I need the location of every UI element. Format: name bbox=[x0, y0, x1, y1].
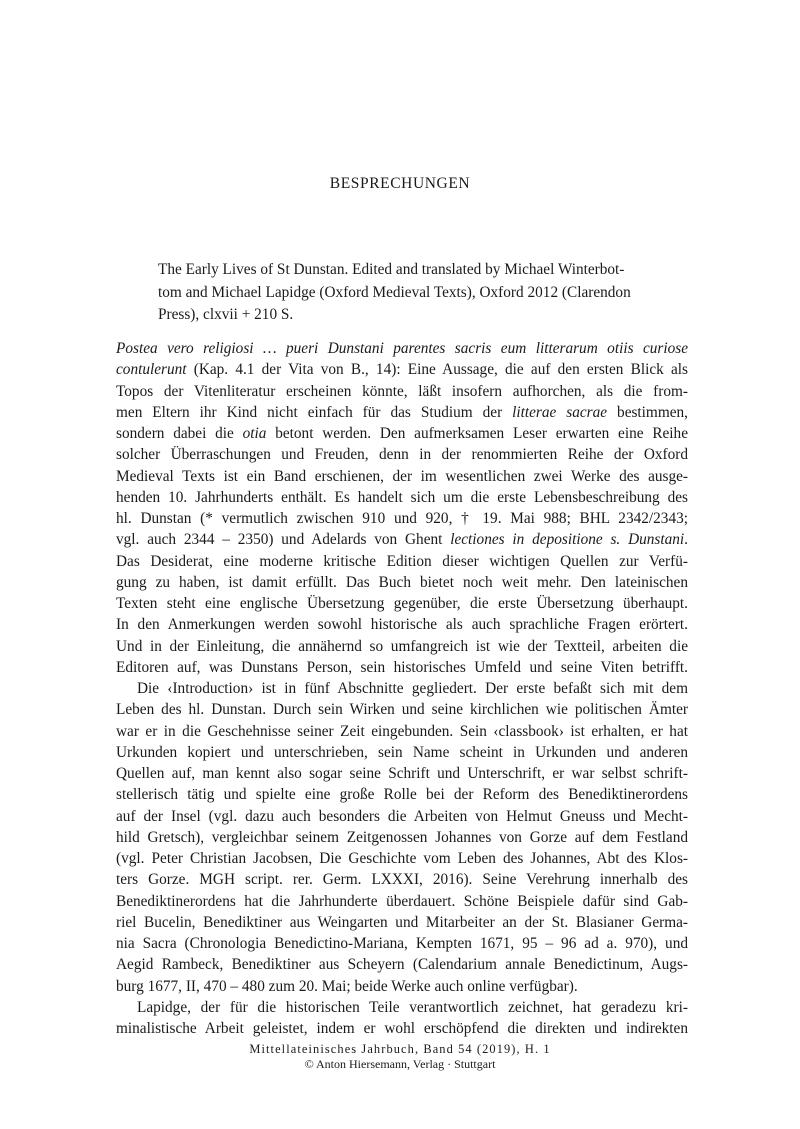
citation-line: Press), clxvii + 210 S. bbox=[158, 306, 294, 323]
body-line: Medieval Texts ist ein Band erschienen, der im wesentlichen zwei Werke des ausge- bbox=[116, 467, 688, 485]
body-line: nia Sacra (Chronologia Benedictino-Mariana, Kempten 1671, 95 – 96 ad a. 970), und bbox=[116, 935, 688, 952]
body-line: hl. Dunstan (* vermutlich zwischen 910 und 920, † 19. Mai 988; BHL 2342/2343; bbox=[116, 510, 688, 527]
citation-line: The Early Lives of St Dunstan. Edited and translated by Michael Winterbot- bbox=[158, 261, 625, 278]
body-line: In den Anmerkungen werden sowohl historische als auch sprachliche Fragen erörtert. bbox=[116, 616, 688, 634]
latin-term: otia bbox=[242, 425, 267, 442]
publisher-line: © Anton Hiersemann, Verlag · Stuttgart bbox=[304, 1057, 496, 1071]
body-line: Lapidge, der für die historischen Teile verantwortlich zeichnet, hat geradezu kri- bbox=[137, 998, 688, 1016]
body-line: Editoren auf, was Dunstans Person, sein historisches Umfeld und seine Viten betrifft. bbox=[116, 658, 688, 676]
body-line: Topos der Vitenliteratur erscheinen könnte, läßt insofern aufhorchen, als die from- bbox=[116, 382, 688, 400]
body-line: men Eltern ihr Kind nicht einfach für das Studium der litterae sacrae bestimmen, bbox=[116, 403, 688, 421]
journal-citation: Mittellateinisches Jahrbuch, Band 54 (2019), H. 1 bbox=[249, 1042, 551, 1056]
body-line: auf der Insel (vgl. dazu auch besonders die Arbeiten von Helmut Gneuss und Mecht- bbox=[116, 807, 688, 825]
body-line: sondern dabei die otia betont werden. Den aufmerksamen Leser erwarten eine Reihe bbox=[116, 425, 688, 442]
body-line: Und in der Einleitung, die annähernd so umfangreich ist wie der Textteil, arbeiten die bbox=[116, 637, 688, 655]
body-line: stellerisch tätig und spielte eine große Rolle bei der Reform des Benediktinerordens bbox=[116, 786, 688, 804]
body-line: henden 10. Jahrhunderts enthält. Es handelt sich um die erste Lebensbeschreibung des bbox=[116, 488, 688, 506]
body-line: vgl. auch 2344 – 2350) und Adelards von Ghent lectiones in depositione s. Dunstani. bbox=[116, 531, 688, 549]
section-heading: BESPRECHUNGEN bbox=[329, 175, 471, 192]
latin-title: lectiones in depositione s. Dunstani bbox=[450, 531, 685, 549]
citation-line: tom and Michael Lapidge (Oxford Medieval Texts), Oxford 2012 (Clarendon bbox=[158, 283, 631, 301]
body-line: gung zu haben, ist damit erfüllt. Das Buch bietet noch weit mehr. Den lateinischen bbox=[116, 573, 688, 591]
body-line: ters Gorze. MGH script. rer. Germ. LXXXI, 2016). Seine Verehrung innerhalb des bbox=[116, 871, 688, 889]
body-line: Leben des hl. Dunstan. Durch sein Wirken und seine kirchlichen wie politischen Ämter bbox=[116, 701, 688, 719]
body-line: hild Gretsch), vergleichbar seinem Zeitgenossen Johannes von Gorze auf dem Festland bbox=[116, 828, 688, 846]
body-line: Urkunden kopiert und unterschrieben, sein Name scheint in Urkunden und anderen bbox=[116, 743, 688, 761]
body-line: burg 1677, II, 470 – 480 zum 20. Mai; beide Werke auch online verfügbar). bbox=[116, 977, 578, 995]
body-line: riel Bucelin, Benediktiner aus Weingarten und Mitarbeiter an der St. Blasianer Germa- bbox=[116, 913, 688, 931]
body-line: Die ‹Introduction› ist in fünf Abschnitte gegliedert. Der erste befaßt sich mit dem bbox=[137, 680, 688, 697]
body-line: minalistische Arbeit geleistet, indem er wohl erschöpfend die direkten und indirekten bbox=[116, 1020, 688, 1037]
page-footer bbox=[0, 1042, 800, 1072]
body-line: solcher Überraschungen und Freuden, denn in der renommierten Reihe der Oxford bbox=[116, 446, 688, 464]
book-citation bbox=[158, 259, 686, 327]
body-line: Quellen auf, man kennt also sogar seine Schrift und Unterschrift, er war selbst schrift- bbox=[116, 765, 688, 782]
body-line: Das Desiderat, eine moderne kritische Edition dieser wichtigen Quellen zur Verfü- bbox=[116, 552, 688, 570]
body-line: (vgl. Peter Christian Jacobsen, Die Geschichte vom Leben des Johannes, Abt des Klos- bbox=[116, 850, 688, 867]
body-line: Texten steht eine englische Übersetzung gegenüber, die erste Übersetzung überhaupt. bbox=[116, 595, 688, 612]
review-body bbox=[116, 338, 688, 1039]
body-line: war er in die Geschehnisse seiner Zeit eingebunden. Sein ‹classbook› ist erhalten, er hat bbox=[116, 722, 688, 740]
body-line bbox=[116, 338, 688, 359]
latin-quote: Postea vero religiosi … pueri Dunstani parentes sacris eum litterarum otiis curiose bbox=[116, 340, 688, 357]
latin-term: litterae sacrae bbox=[512, 403, 608, 421]
body-line: contulerunt (Kap. 4.1 der Vita von B., 14): Eine Aussage, die auf den ersten Blick als bbox=[116, 361, 688, 379]
latin-quote: contulerunt bbox=[116, 361, 187, 379]
body-line: Aegid Rambeck, Benediktiner aus Scheyern (Calendarium annale Benedictinum, Augs- bbox=[116, 956, 688, 974]
body-line: Benediktinerordens hat die Jahrhunderte überdauert. Schöne Beispiele dafür sind Gab- bbox=[116, 892, 688, 910]
